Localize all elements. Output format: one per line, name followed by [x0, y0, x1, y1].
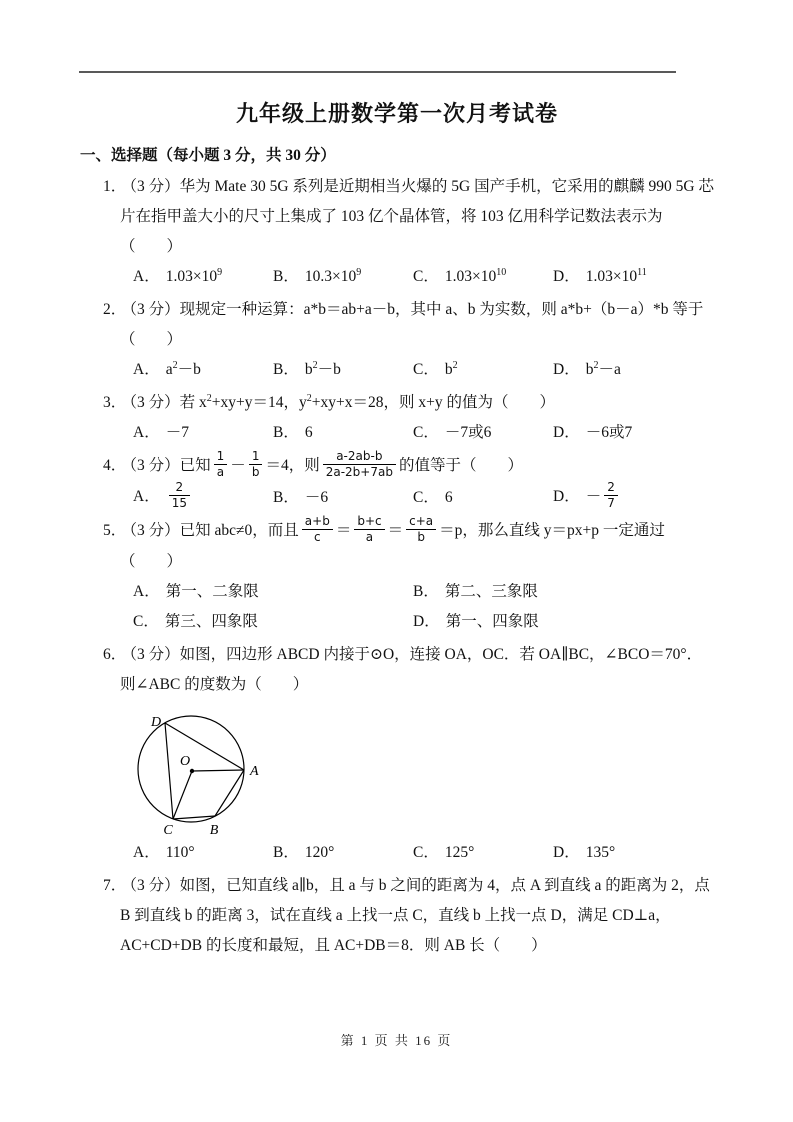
- option-a: [133, 577, 413, 607]
- page-title: 九年级上册数学第一次月考试卷: [235, 101, 558, 126]
- question-2: [103, 295, 714, 385]
- header-rule: [79, 71, 676, 73]
- question-number: 1．: [103, 178, 127, 195]
- question-number: 3．: [103, 394, 127, 411]
- label-A: A: [250, 764, 259, 779]
- segment-OA: [192, 770, 244, 771]
- option-label: A．: [133, 583, 160, 600]
- option-label: D．: [553, 488, 580, 506]
- label-C: C: [163, 823, 173, 836]
- option-label: A．: [133, 268, 160, 285]
- option-label: A．: [133, 361, 160, 378]
- option-text: $10.3\times 10^9$: [304, 266, 362, 285]
- option-text: 第一、二象限: [165, 583, 259, 600]
- segment-OC: [173, 771, 192, 819]
- label-D: D: [150, 715, 162, 730]
- question-stem-text: （3 分）已知 $\frac{1}{a}$ － $\frac{1}{b}$ ＝4，则 $\frac{a-2ab-b}{2a-2b+7ab}$ 的值等于（ ）: [129, 449, 523, 479]
- question-stem-text: （3 分）如图，四边形 ABCD 内接于⊙O，连接 OA，OC．若 OA∥BC，∠BCO＝70°．则∠ABC 的度数为（ ）: [120, 646, 703, 693]
- option-label: C．: [413, 844, 439, 861]
- option-text: － $\frac{2}{7}$: [586, 488, 621, 505]
- question-stem: [103, 388, 714, 418]
- option-text: $1.03\times 10^{10}$: [444, 266, 507, 285]
- segment-DC: [165, 723, 173, 819]
- option-label: B．: [273, 361, 299, 378]
- option-text: －6: [304, 488, 329, 506]
- option-label: B．: [273, 424, 299, 441]
- option-text: $b^2$: [444, 359, 458, 378]
- option-label: A．: [133, 844, 160, 861]
- option-text: $a^2-b$: [165, 359, 201, 378]
- question-stem: [103, 295, 714, 355]
- option-b: [273, 262, 413, 292]
- question-number: 7．: [103, 877, 127, 894]
- question-4: [103, 451, 714, 513]
- section-heading: 一、选择题（每小题 3 分，共 30 分）: [80, 147, 336, 164]
- option-text: 第一、四象限: [445, 613, 539, 630]
- option-c: [413, 483, 553, 513]
- option-c: [413, 355, 553, 385]
- exam-page-content: [80, 97, 714, 964]
- center-point: [190, 769, 194, 773]
- question-stem: [103, 640, 714, 700]
- option-c: [413, 262, 553, 292]
- question-stem-text: （3 分）已知 abc≠0，而且 $\frac{a+b}{c}$ ＝ $\frac{b+c}{a}$ ＝ $\frac{c+a}{b}$ ＝p，那么直线 y＝px+p 一定通过（ ）: [120, 514, 665, 570]
- circle-figure: [120, 704, 270, 836]
- option-text: 135°: [585, 844, 616, 861]
- question-options: [133, 838, 714, 868]
- question-stem: [103, 172, 714, 262]
- question-7: [103, 871, 714, 961]
- option-label: B．: [273, 844, 299, 861]
- option-text: $b^2-b$: [304, 359, 341, 378]
- question-stem: [103, 451, 714, 482]
- option-d: [413, 607, 714, 637]
- question-stem: [103, 871, 714, 961]
- option-d: [553, 355, 714, 385]
- label-O: O: [180, 754, 191, 769]
- question-6: [103, 640, 714, 868]
- option-b: [413, 577, 714, 607]
- question-stem-text: （3 分）现规定一种运算：a*b＝ab+a－b，其中 a、b 为实数，则 a*b+（b－a）*b 等于（ ）: [120, 301, 704, 348]
- option-label: A．: [133, 488, 160, 506]
- option-a: [133, 838, 273, 868]
- option-text: 6: [444, 488, 453, 506]
- option-label: C．: [413, 268, 439, 285]
- option-text: 6: [304, 424, 313, 441]
- option-a: [133, 418, 273, 448]
- option-label: B．: [413, 583, 439, 600]
- option-label: A．: [133, 424, 160, 441]
- option-text: $b^2-a$: [585, 359, 621, 378]
- option-text: －7或6: [444, 424, 492, 441]
- option-d: [553, 262, 714, 292]
- option-text: －7: [165, 424, 189, 441]
- option-text: $1.03\times 10^9$: [165, 266, 223, 285]
- question-options: [133, 418, 714, 448]
- option-a: [133, 262, 273, 292]
- option-text: －6或7: [585, 424, 633, 441]
- option-label: C．: [413, 424, 439, 441]
- question-stem-text: （3 分）华为 Mate 30 5G 系列是近期相当火爆的 5G 国产手机，它采用的麒麟 990 5G 芯片在指甲盖大小的尺寸上集成了 103 亿个晶体管，将 103 亿用科学记数法表示为（ ）: [120, 178, 714, 255]
- question-stem-text: （3 分）若 $x^2+xy+y=14$，$y^2+xy+x=28$，则 x+y 的值为（ ）: [129, 392, 555, 411]
- option-label: C．: [133, 613, 159, 630]
- option-b: [273, 483, 413, 513]
- question-1: [103, 172, 714, 292]
- question-stem: [103, 516, 714, 577]
- question-number: 2．: [103, 301, 127, 318]
- label-B: B: [209, 823, 219, 836]
- option-label: D．: [413, 613, 440, 630]
- option-d: [553, 482, 714, 513]
- option-b: [273, 418, 413, 448]
- option-text: 125°: [444, 844, 475, 861]
- circle-outline: [138, 716, 244, 822]
- option-label: D．: [553, 361, 580, 378]
- option-b: [273, 355, 413, 385]
- option-d: [553, 838, 714, 868]
- option-a: [133, 355, 273, 385]
- option-label: C．: [413, 488, 439, 506]
- question-options: [133, 355, 714, 385]
- option-text: 第二、三象限: [444, 583, 538, 600]
- option-d: [553, 418, 714, 448]
- segment-DA: [165, 723, 244, 770]
- option-b: [273, 838, 413, 868]
- question-number: 6．: [103, 646, 127, 663]
- question-options: [133, 577, 714, 637]
- option-text: 110°: [165, 844, 195, 861]
- question-5: [103, 516, 714, 637]
- option-text: 120°: [304, 844, 335, 861]
- option-label: D．: [553, 844, 580, 861]
- page-footer: 第 1 页 共 16 页: [340, 1033, 453, 1048]
- option-label: C．: [413, 361, 439, 378]
- option-text: 第三、四象限: [164, 613, 258, 630]
- circle-figure-svg: [120, 704, 270, 836]
- option-text: $\frac{2}{15}$: [166, 488, 193, 505]
- option-c: [133, 607, 413, 637]
- option-a: [133, 482, 273, 513]
- option-label: D．: [553, 424, 580, 441]
- question-number: 5．: [103, 522, 127, 540]
- option-label: B．: [273, 268, 299, 285]
- segment-BA: [215, 770, 244, 816]
- question-options: [133, 482, 714, 513]
- question-number: 4．: [103, 457, 127, 475]
- option-text: $1.03\times 10^{11}$: [585, 266, 647, 285]
- question-stem-text: （3 分）如图，已知直线 a∥b，且 a 与 b 之间的距离为 4，点 A 到直线 a 的距离为 2，点 B 到直线 b 的距离 3，试在直线 a 上找一点 C，直线 b 上找一点 D，满足 CD⊥a，AC+CD+DB 的长度和最短，且 AC+DB＝8．则 AB 长（ ）: [120, 877, 710, 954]
- option-c: [413, 838, 553, 868]
- option-c: [413, 418, 553, 448]
- option-label: D．: [553, 268, 580, 285]
- question-3: [103, 388, 714, 448]
- question-options: [133, 262, 714, 292]
- option-label: B．: [273, 488, 299, 506]
